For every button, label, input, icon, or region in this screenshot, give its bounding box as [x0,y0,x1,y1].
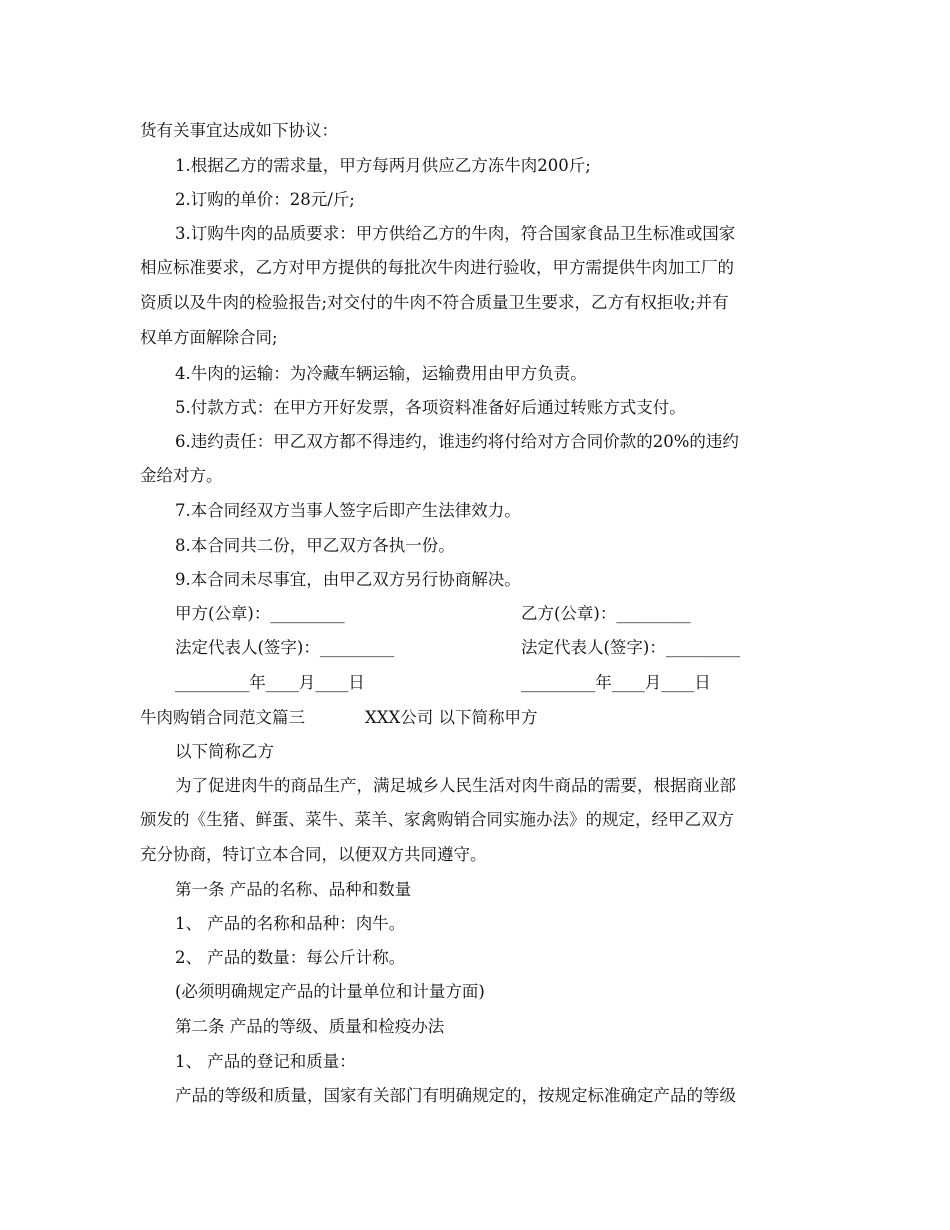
line-4: 3.订购牛肉的品质要求：甲方供给乙方的牛肉，符合国家食品卫生标准或国家 [175,224,736,243]
section3-line-9: 1、 产品的登记和质量： [175,1052,356,1071]
party-a-date: _________年____月____日 [175,673,365,692]
section3-line-4: 第一条 产品的名称、品种和数量 [175,880,412,899]
line-2: 1.根据乙方的需求量，甲方每两月供应乙方冻牛肉200斤; [175,156,591,175]
section3-party-a: XXX公司 以下简称甲方 [365,708,538,727]
section3-line-5: 1、 产品的名称和品种：肉牛。 [175,914,406,933]
line-9: 5.付款方式：在甲方开好发票，各项资料准备好后通过转账方式支付。 [175,398,686,417]
line-8: 4.牛肉的运输：为冷藏车辆运输，运输费用由甲方负责。 [175,364,587,383]
section3-party-b: 以下简称乙方 [175,742,274,761]
section3-heading: 牛肉购销合同范文篇三 [140,708,305,727]
section3-line-10: 产品的等级和质量，国家有关部门有明确规定的，按规定标准确定产品的等级 [175,1086,736,1105]
line-6: 资质以及牛肉的检验报告;对交付的牛肉不符合质量卫生要求，乙方有权拒收;并有 [140,293,729,312]
party-b-rep: 法定代表人(签字)：_________ [521,638,741,657]
line-7: 权单方面解除合同; [140,328,278,347]
line-11: 金给对方。 [140,466,223,485]
section3-line-6: 2、 产品的数量：每公斤计称。 [175,948,406,967]
line-14: 9.本合同未尽事宜，由甲乙双方另行协商解决。 [175,570,521,589]
line-3: 2.订购的单价：28元/斤; [175,190,355,209]
section3-line-8: 第二条 产品的等级、质量和检疫办法 [175,1017,445,1036]
line-5: 相应标准要求，乙方对甲方提供的每批次牛肉进行验收，甲方需提供牛肉加工厂的 [140,258,734,277]
section3-line-3: 充分协商，特订立本合同，以便双方共同遵守。 [140,845,487,864]
section3-line-2: 颁发的《生猪、鲜蛋、菜牛、菜羊、家禽购销合同实施办法》的规定，经甲乙双方 [140,810,734,829]
line-13: 8.本合同共二份，甲乙双方各执一份。 [175,536,455,555]
party-a-rep: 法定代表人(签字)：_________ [175,638,395,657]
party-a-seal: 甲方(公章)：_________ [175,604,345,623]
party-b-date: _________年____月____日 [521,673,711,692]
line-1: 货有关事宜达成如下协议： [140,121,338,140]
section3-line-7: (必须明确规定产品的计量单位和计量方面) [175,982,485,1001]
party-b-seal: 乙方(公章)：_________ [521,604,691,623]
line-12: 7.本合同经双方当事人签字后即产生法律效力。 [175,501,521,520]
line-10: 6.违约责任：甲乙双方都不得违约，谁违约将付给对方合同价款的20%的违约 [175,432,739,451]
section3-line-1: 为了促进肉牛的商品生产，满足城乡人民生活对肉牛商品的需要，根据商业部 [175,776,736,795]
